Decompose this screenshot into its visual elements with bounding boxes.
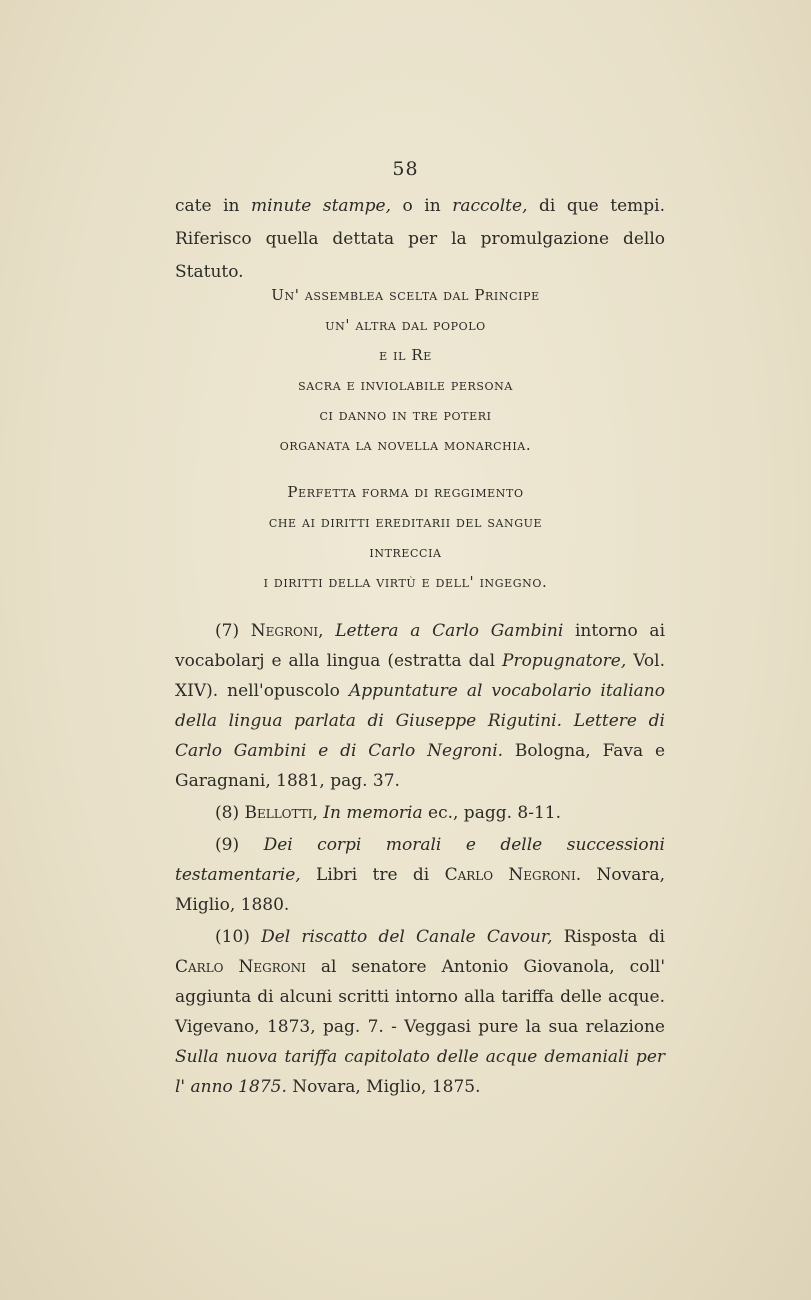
note-author: Bellotti bbox=[244, 803, 313, 823]
inscription-line: ci danno in tre poteri bbox=[319, 406, 492, 424]
inscription-line: sacra e inviolabile persona bbox=[298, 376, 513, 394]
inscription-line: Perfetta forma di reggimento bbox=[287, 483, 524, 501]
note-title: Lettera a Carlo Gambini bbox=[335, 621, 564, 641]
note-7 bbox=[175, 616, 665, 796]
intro-text-3: di que tempi. Riferisco quella dettata per la promulgazione dello Statuto. bbox=[175, 196, 665, 282]
note-number: (8) bbox=[215, 803, 245, 823]
note-number: (7) bbox=[215, 621, 251, 641]
note-9 bbox=[175, 830, 665, 920]
page-number: 58 bbox=[392, 158, 419, 180]
intro-text-2: o in bbox=[391, 196, 453, 216]
note-text: , bbox=[318, 621, 336, 641]
note-text: ec., pagg. 8-11. bbox=[422, 803, 561, 823]
intro-text bbox=[175, 190, 665, 289]
inscription-line: un' altra dal popolo bbox=[325, 316, 486, 334]
intro-italic-2: raccolte, bbox=[452, 196, 528, 216]
note-text: Risposta di bbox=[552, 927, 665, 947]
intro-text-1: cate in bbox=[175, 196, 251, 216]
note-title: Dei corpi morali e delle successioni testamentarie, bbox=[175, 835, 665, 885]
note-title: In memoria bbox=[323, 803, 423, 823]
note-title: Del riscatto del Canale Cavour, bbox=[261, 927, 553, 947]
footnotes bbox=[175, 616, 665, 1102]
note-title: Appuntature al vocabolario italiano della lingua parlata di Giuseppe Rigutini. Lettere di Carlo Gambini e di Carlo Negroni. bbox=[175, 681, 665, 761]
note-text: Novara, Miglio, 1875. bbox=[286, 1077, 481, 1097]
intro-paragraph bbox=[175, 190, 665, 289]
note-author: Carlo Negroni bbox=[175, 957, 306, 977]
note-text: Vol. XIV). nell'opuscolo bbox=[175, 651, 665, 701]
note-number: (9) bbox=[215, 835, 264, 855]
note-text: al senatore Antonio Giovanola, coll' aggiunta di alcuni scritti intorno alla tariffa delle acque. Vigevano, 1873, pag. 7. - Veggasi pure la sua relazione bbox=[175, 957, 665, 1037]
inscription-line: Un' assemblea scelta dal Principe bbox=[271, 286, 540, 304]
note-text: . Novara, Miglio, 1880. bbox=[175, 865, 665, 915]
note-8 bbox=[175, 798, 665, 828]
inscription-line: i diritti della virtù e dell' ingegno. bbox=[263, 573, 548, 591]
note-text: Bologna, Fava e Garagnani, 1881, pag. 37. bbox=[175, 741, 666, 791]
inscription-line: intreccia bbox=[369, 543, 442, 561]
inscription-line: che ai diritti ereditarii del sangue bbox=[268, 513, 543, 531]
inscription-line: e il Re bbox=[379, 346, 432, 364]
inscription-monarchy bbox=[0, 280, 811, 460]
note-text: , bbox=[312, 803, 324, 823]
note-text: intorno ai vocabolarj e alla lingua (estratta dal bbox=[175, 621, 666, 671]
note-title: Propugnatore, bbox=[502, 651, 627, 671]
note-author: Negroni bbox=[250, 621, 319, 641]
inscription-line: organata la novella monarchia. bbox=[279, 436, 532, 454]
note-author: Carlo Negroni bbox=[444, 865, 576, 885]
note-title: Sulla nuova tariffa capitolato delle acque demaniali per l' anno 1875. bbox=[175, 1047, 665, 1097]
note-text: Libri tre di bbox=[300, 865, 445, 885]
intro-italic-1: minute stampe, bbox=[250, 196, 392, 216]
inscription-government bbox=[0, 477, 811, 597]
note-number: (10) bbox=[215, 927, 262, 947]
note-10 bbox=[175, 922, 665, 1102]
